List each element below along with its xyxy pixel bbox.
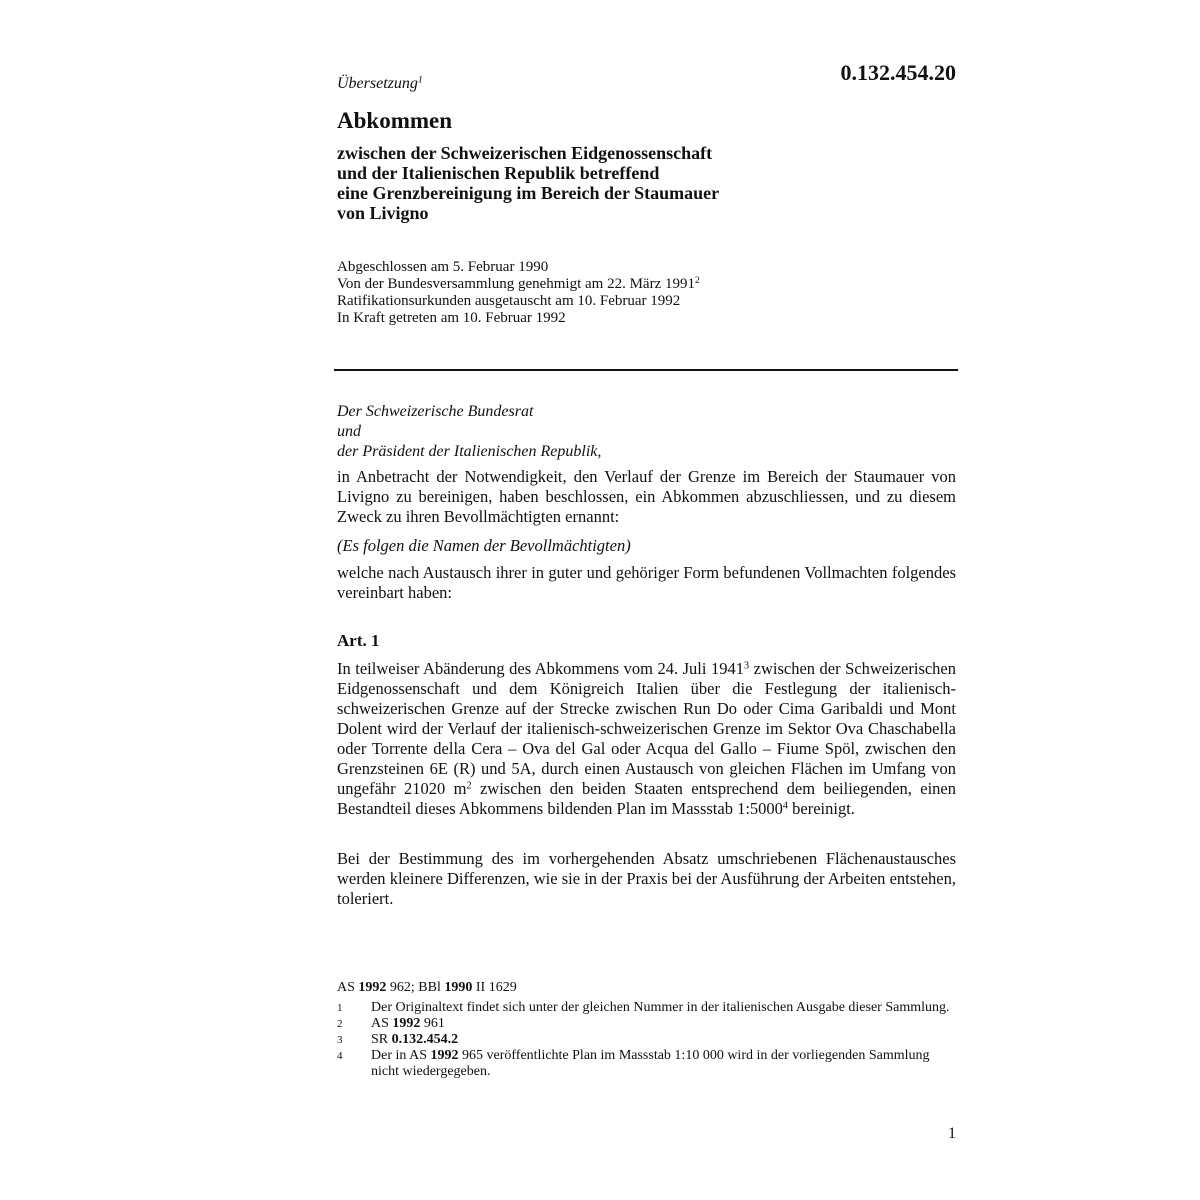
footnote-text-part: Der Originaltext findet sich unter der gleichen Nummer in der italienischen Ausgabe dieser Sammlung. bbox=[371, 1000, 950, 1015]
footnote-text-part: AS bbox=[371, 1016, 393, 1031]
subtitle-line: eine Grenzbereinigung im Bereich der Staumauer bbox=[337, 183, 720, 203]
footnote-text-part: 1992 bbox=[392, 1016, 421, 1031]
date-in-force: In Kraft getreten am 10. Februar 1992 bbox=[337, 310, 566, 326]
article-1-paragraph-2: Bei der Bestimmung des im vorhergehenden Absatz umschriebenen Flächenaustausches werden kleinere Differenzen, wie sie in der Praxis bei der Ausführung der Arbeiten entstehen, toleriert. bbox=[337, 849, 956, 908]
source-bbl-rest: II 1629 bbox=[472, 980, 517, 995]
plenipotentiaries-note: (Es folgen die Namen der Bevollmächtigten) bbox=[337, 536, 631, 555]
footnote-text bbox=[371, 1000, 957, 1016]
footnote-item bbox=[337, 1016, 957, 1032]
footnote-marker-2[interactable]: 2 bbox=[695, 275, 700, 286]
footnote-item bbox=[337, 1048, 957, 1080]
footnote-marker-4[interactable]: 4 bbox=[782, 800, 789, 812]
footnote-number: 1 bbox=[337, 1002, 343, 1014]
title-divider bbox=[334, 369, 958, 371]
source-reference bbox=[337, 980, 517, 996]
footnote-text-part: 0.132.454.2 bbox=[391, 1032, 459, 1047]
square-metre-superscript: 2 bbox=[466, 780, 472, 792]
art1-text-a: In teilweiser Abänderung des Abkommens vom 24. Juli 1941 bbox=[337, 659, 744, 678]
date-ratified: Ratifikationsurkunden ausgetauscht am 10. Februar 1992 bbox=[337, 293, 681, 309]
source-as-year: 1992 bbox=[358, 980, 387, 995]
footnote-item bbox=[337, 1000, 957, 1016]
contracting-parties bbox=[337, 402, 601, 462]
footnote-text bbox=[371, 1016, 957, 1032]
party-2: der Präsident der Italienischen Republik, bbox=[337, 443, 602, 460]
footnote-number: 3 bbox=[337, 1034, 343, 1046]
subtitle-line: und der Italienischen Republik betreffend bbox=[337, 163, 660, 183]
dates-block bbox=[337, 259, 857, 327]
source-as-page: 962; BBl bbox=[386, 980, 445, 995]
preamble-considering: in Anbetracht der Notwendigkeit, den Verlauf der Grenze im Bereich der Staumauer von Livigno zu bereinigen, haben beschlossen, ein Abkommen abzuschliessen, und zu diesem Zweck zu ihren Bevollmächtigten ernannt: bbox=[337, 467, 956, 526]
footnote-text bbox=[371, 1048, 957, 1080]
preamble-agreed: welche nach Austausch ihrer in guter und gehöriger Form befundenen Vollmachten folgendes vereinbart haben: bbox=[337, 563, 956, 602]
footnote-text-part: 965 veröffentlichte Plan im Massstab 1:10 000 wird in der vorliegenden Sammlung nicht wiedergegeben. bbox=[371, 1048, 930, 1079]
footnote-text-part: 961 bbox=[420, 1016, 445, 1031]
footnotes-list bbox=[337, 1000, 957, 1080]
art1-text-d: bereinigt. bbox=[788, 799, 855, 818]
footnote-text bbox=[371, 1032, 957, 1048]
source-bbl-year: 1990 bbox=[444, 980, 473, 995]
footnote-text-part: 1992 bbox=[430, 1048, 459, 1063]
sr-number: 0.132.454.20 bbox=[840, 60, 956, 85]
source-as: AS bbox=[337, 980, 359, 995]
translation-label bbox=[337, 75, 423, 93]
footnote-marker-1[interactable]: 1 bbox=[417, 74, 423, 86]
document-subtitle bbox=[337, 143, 857, 223]
date-concluded: Abgeschlossen am 5. Februar 1990 bbox=[337, 259, 549, 275]
date-approved-text: Von der Bundesversammlung genehmigt am 22. März 1991 bbox=[337, 276, 695, 292]
footnote-number: 2 bbox=[337, 1018, 343, 1030]
date-approved bbox=[337, 276, 857, 293]
subtitle-line: zwischen der Schweizerischen Eidgenossenschaft bbox=[337, 143, 713, 163]
art1-text-c: zwischen den beiden Staaten entsprechend dem beiliegenden, einen Bestandteil dieses Abkommens bildenden Plan im Massstab 1:5000 bbox=[337, 779, 956, 818]
art1-text-b: zwischen der Schweizerischen Eidgenossenschaft und dem Königreich Italien über die Festlegung der italienisch-schweizerischen Grenze auf der Strecke zwischen Run Do oder Cima Garibaldi und Mont Dolent wird der Verlauf der italienisch-schweizerischen Grenze im Sektor Ova Chaschabella oder Torrente della Cera – Ova del Gal oder Acqua del Gallo – Fiume Spöl, zwischen den Grenzsteinen 6E (R) und 5A, durch einen Austausch von gleichen Flächen im Umfang von ungefähr 21020 m bbox=[337, 659, 957, 798]
document-title: Abkommen bbox=[337, 108, 453, 133]
footnote-text-part: Der in AS bbox=[371, 1048, 431, 1063]
subtitle-line: von Livigno bbox=[337, 203, 429, 223]
footnote-text-part: SR bbox=[371, 1032, 392, 1047]
article-1-paragraph-1 bbox=[337, 659, 956, 819]
footnote-marker-3[interactable]: 3 bbox=[743, 660, 750, 672]
page-number: 1 bbox=[948, 1125, 956, 1142]
translation-text: Übersetzung bbox=[337, 75, 418, 92]
party-conjunction: und bbox=[337, 423, 361, 440]
footnote-number: 4 bbox=[337, 1050, 343, 1062]
footnote-item bbox=[337, 1032, 957, 1048]
party-1: Der Schweizerische Bundesrat bbox=[337, 403, 534, 420]
article-1-heading: Art. 1 bbox=[337, 631, 380, 650]
